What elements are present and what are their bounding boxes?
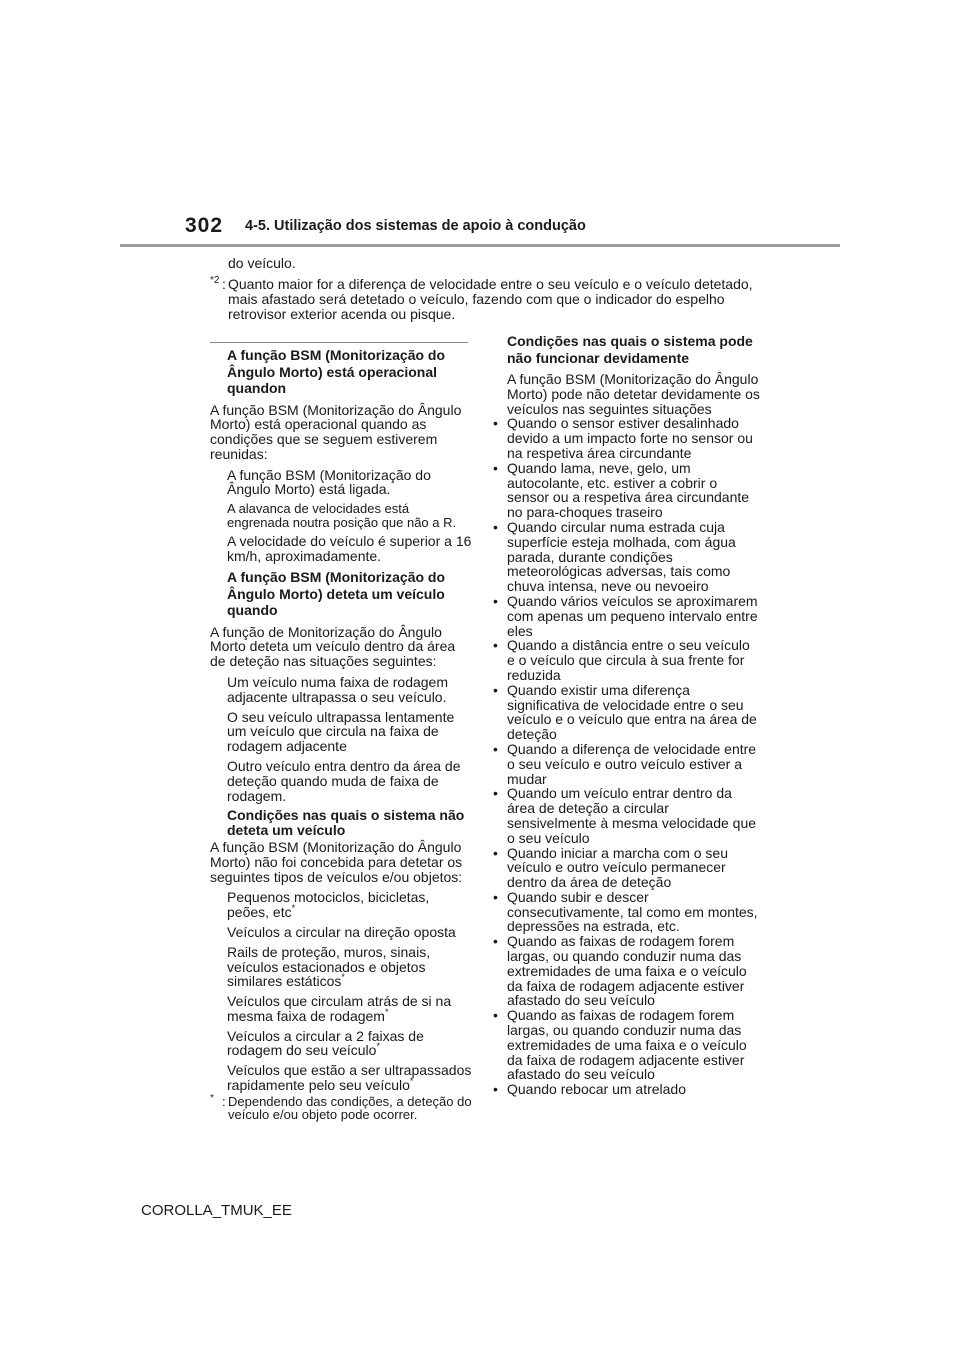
bullet-item: • Quando as faixas de rodagem forem largas, ou quando conduzir numa das extremidades de uma faixa e o veículo da faixa de rodagem adjacente estiver afastado do seu veículo [490, 1008, 760, 1082]
bullet-item: • Quando vários veículos se aproximarem com apenas um pequeno intervalo entre eles [490, 594, 760, 638]
not-detected-item: Veículos a circular a 2 faixas de rodagem do seu veículo* [227, 1027, 424, 1059]
bullet-item: • Quando a distância entre o seu veículo e o veículo que circula à sua frente for reduzida [490, 638, 760, 682]
condition-item: A função BSM (Monitorização do Ângulo Morto) está ligada. [227, 466, 431, 498]
not-detected-item: Rails de proteção, muros, sinais, veículos estacionados e objetos similares estáticos* [227, 943, 431, 990]
footnote-2-text: Quanto maior for a diferença de velocidade entre o seu veículo e o veículo detetado, mais afastado será detetado o veículo, fazendo com que o indicador do espelho retrovisor exterior acenda ou pisque. [228, 276, 753, 322]
condition-item: A alavanca de velocidades está engrenada noutra posição que não a R. [227, 501, 457, 530]
footnote-star-mark: * [210, 1092, 214, 1104]
heading-not-detected: Condições nas quais o sistema não deteta um veículo [227, 807, 465, 839]
situation-item: Um veículo numa faixa de rodagem adjacente ultrapassa o seu veículo. [227, 673, 448, 705]
heading-detects: A função BSM (Monitorização do Ângulo Morto) deteta um veículo quando [227, 569, 446, 619]
situation-item: Outro veículo entra dentro da área de deteção quando muda de faixa de rodagem. [227, 757, 461, 804]
not-detected-item: Pequenos motociclos, bicicletas, peões, etc* [227, 889, 430, 921]
section-title: 4-5. Utilização dos sistemas de apoio à condução [245, 218, 586, 234]
bullet-item: • Quando existir uma diferença significativa de velocidade entre o seu veículo e o veículo que entra na área de deteção [490, 683, 760, 742]
not-detected-item: Veículos a circular na direção oposta [227, 923, 456, 940]
bullet-item: • Quando o sensor estiver desalinhado devido a um impacto forte no sensor ou na respetiva área circundante [490, 416, 760, 460]
bullet-item: • Quando lama, neve, gelo, um autocolante, etc. estiver a cobrir o sensor ou a respetiva área circundante no para-choques traseiro [490, 461, 760, 520]
continuation-text: do veículo. [228, 255, 296, 271]
bullet-item: • Quando um veículo entrar dentro da área de deteção a circular sensivelmente à mesma velocidade que o seu veículo [490, 786, 760, 845]
section-rule [210, 342, 468, 343]
bullet-item: • Quando subir e descer consecutivamente, tal como em montes, depressões na estrada, etc. [490, 890, 760, 934]
page-number: 302 [185, 214, 224, 237]
footnote-2-mark: *2 [210, 275, 220, 286]
bullet-item: • Quando circular numa estrada cuja superfície esteja molhada, com água parada, durante condições meteorológicas adversas, tais como chuva intensa, neve ou nevoeiro [490, 520, 760, 594]
footnote-star: * : Dependendo das condições, a deteção do veículo e/ou objeto pode ocorrer. [210, 1092, 472, 1123]
right-column [490, 331, 760, 1097]
intro-detects: A função de Monitorização do Ângulo Morto deteta um veículo dentro da área de deteção nas situações seguintes: [210, 623, 456, 670]
footnote-star-text: Dependendo das condições, a deteção do veículo e/ou objeto pode ocorrer. [228, 1093, 472, 1123]
heading-malfunction: Condições nas quais o sistema pode não funcionar devidamente [507, 333, 753, 366]
bullet-item: • Quando a diferença de velocidade entre o seu veículo e outro veículo estiver a mudar [490, 742, 760, 786]
not-detected-item: Veículos que circulam atrás de si na mesma faixa de rodagem* [227, 993, 452, 1024]
situation-item: O seu veículo ultrapassa lentamente um veículo que circula na faixa de rodagem adjacente [227, 708, 455, 755]
footer-doc-id: COROLLA_TMUK_EE [141, 1202, 292, 1219]
not-detected-item: Veículos que estão a ser ultrapassados rapidamente pelo seu veículo* [227, 1062, 472, 1094]
condition-item: A velocidade do veículo é superior a 16 km/h, aproximadamente. [227, 533, 472, 565]
top-block [210, 256, 770, 322]
footnote-2: *2 : Quanto maior for a diferença de velocidade entre o seu veículo e o veículo detetado, mais afastado será detetado o veículo, fazendo com que o indicador do espelho retrovisor exterior acenda ou pisque. [210, 275, 753, 322]
header-rule [120, 244, 840, 247]
left-column [210, 342, 472, 1122]
intro-malfunction: A função BSM (Monitorização do Ângulo Morto) pode não detetar devidamente os veículos nas seguintes situações [507, 371, 760, 417]
intro-operational: A função BSM (Monitorização do Ângulo Morto) está operacional quando as condições que se seguem estiverem reunidas: [210, 401, 462, 462]
bullet-item: • Quando iniciar a marcha com o seu veículo e outro veículo permanecer dentro da área de deteção [490, 846, 760, 890]
heading-operational: A função BSM (Monitorização do Ângulo Morto) está operacional quandon [227, 347, 446, 396]
bullet-item: • Quando rebocar um atrelado [490, 1082, 760, 1097]
intro-not-detected: A função BSM (Monitorização do Ângulo Morto) não foi concebida para detetar os seguintes tipos de veículos e/ou objetos: [210, 838, 463, 885]
bullet-item: • Quando as faixas de rodagem forem largas, ou quando conduzir numa das extremidades de uma faixa e o veículo da faixa de rodagem adjacente estiver afastado do seu veículo [490, 934, 760, 1008]
